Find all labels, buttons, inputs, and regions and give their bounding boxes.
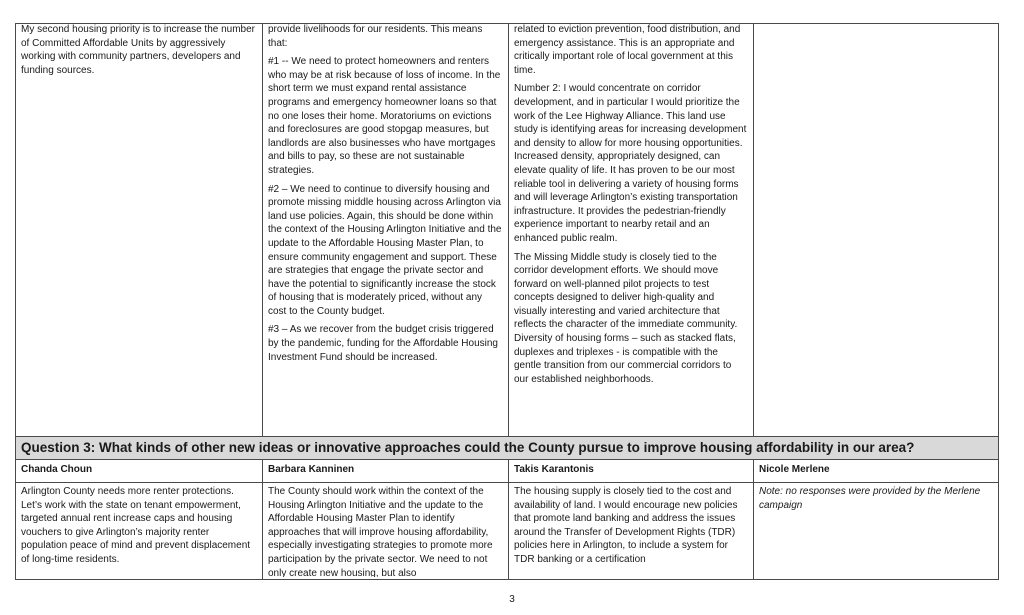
answer-paragraph: Number 2: I would concentrate on corridor development, and in particular I would prioritize the work of the Lee Highway Alliance. This land use study is identifying areas for increasing development and density to allow for more housing opportunities. Increased density, appropriately designed, can elevate quality of life. It has proven to be our most reliable tool in delivering a variety of housing forms and will leverage Arlington’s existing transportation infrastructure. It provides the pedestrian-friendly experience important to nearby retail and an enhanced public realm. — [514, 83, 747, 244]
answer-cell-choun — [16, 24, 263, 437]
question-row — [16, 437, 999, 460]
question3-answers-row — [16, 483, 999, 580]
previous-answers-row — [16, 24, 999, 437]
answer-paragraph: related to eviction prevention, food distribution, and emergency assistance. This is an appropriate and critically important role of local government at this time. — [514, 24, 741, 76]
answer-cell-merlene — [754, 24, 999, 437]
candidate-name: Chanda Choun — [16, 460, 263, 483]
answer-cell-kanninen — [263, 483, 509, 580]
answer-paragraph: provide livelihoods for our residents. This means that: — [268, 24, 483, 49]
page-number: 3 — [509, 594, 515, 605]
answer-paragraph: The housing supply is closely tied to the cost and availability of land. I would encourage new policies that promote land banking and address the issues around the Transfer of Development Rights (TDR) policies here in Arlington, to include a system for TDR banking or a certification — [514, 486, 738, 565]
answer-paragraph: Arlington County needs more renter protections. Let’s work with the state on tenant empowerment, targeted annual rent increase caps and housing vouchers to give Arlington’s majority renter population peace of mind and prevent displacement of long-time residents. — [21, 486, 251, 565]
answer-cell-choun — [16, 483, 263, 580]
answer-cell-merlene — [754, 483, 999, 580]
answer-paragraph: #1 -- We need to protect homeowners and renters who may be at risk because of loss of income. In the short term we must expand rental assistance programs and emergency homeowner loans so that no one loses their home. Moratoriums on evictions and foreclosures are good stopgap measures, but landlords are also businesses who have mortgages and bills to pay, so these are not sustainable strategies. — [268, 56, 501, 176]
answer-paragraph: The County should work within the context of the Housing Arlington Initiative and the update to the Affordable Housing Master Plan to identify approaches that will improve housing affordability, especially investigating strategies to promote more participation by the private sector. We need to not only create new housing, but also — [268, 486, 493, 577]
answer-paragraph: The Missing Middle study is closely tied to the corridor development efforts. We should move forward on well-planned pilot projects to test concepts designed to deliver high-quality and visually interesting and varied architecture that reflects the character of the immediate community. Diversity of housing forms – such as stacked flats, duplexes and triplexes - is compatible with the gentle transition from our commercial corridors to our established neighborhoods. — [514, 251, 738, 385]
answer-paragraph: #3 – As we recover from the budget crisis triggered by the pandemic, funding for the Affordable Housing Investment Fund should be increased. — [268, 324, 498, 363]
candidate-name: Takis Karantonis — [509, 460, 754, 483]
questionnaire-table — [15, 23, 999, 580]
answer-cell-karantonis — [509, 24, 754, 437]
candidate-name: Barbara Kanninen — [263, 460, 509, 483]
answer-cell-karantonis — [509, 483, 754, 580]
answer-paragraph: My second housing priority is to increase the number of Committed Affordable Units by aggressively working with community partners, developers and funding sources. — [21, 24, 256, 76]
candidate-names-row — [16, 460, 999, 483]
answer-cell-kanninen — [263, 24, 509, 437]
no-response-note: Note: no responses were provided by the Merlene campaign — [759, 486, 981, 511]
candidate-name: Nicole Merlene — [754, 460, 999, 483]
question-heading: Question 3: What kinds of other new ideas or innovative approaches could the County pursue to improve housing affordability in our area? — [16, 437, 999, 460]
answer-paragraph: #2 – We need to continue to diversify housing and promote missing middle housing across Arlington via land use policies. Again, this should be done within the context of the Housing Arlington Initiative and the update to the Affordable Housing Master Plan, to ensure community engagement and support. These are strategies that engage the private sector and have the potential to significantly increase the stock of housing that is moderately priced, without any cost to the County budget. — [268, 183, 502, 317]
